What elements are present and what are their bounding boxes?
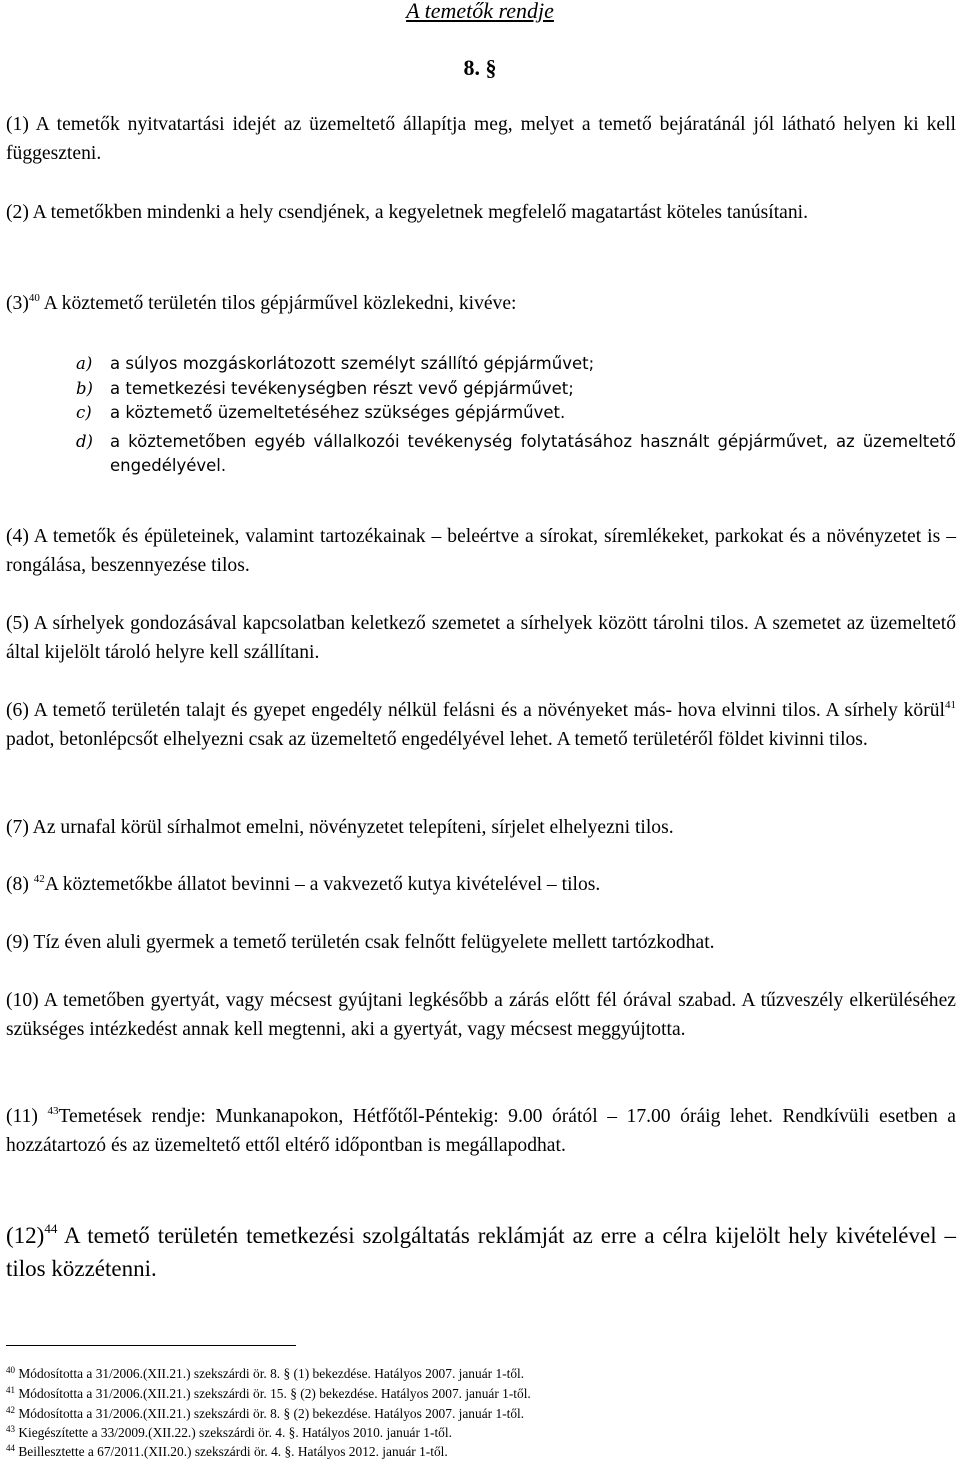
footnote-text: Beillesztette a 67/2011.(XII.20.) szekszárdi ör. 4. §. Hatályos 2012. január 1-től. xyxy=(15,1444,448,1459)
section-heading: 8. § xyxy=(463,55,497,80)
paragraph-11 xyxy=(6,1102,956,1160)
paragraph-12-text: A temető területén temetkezési szolgáltatás reklámját az erre a célra kijelölt hely kivételével – tilos közzétenni. xyxy=(6,1223,956,1281)
list-item xyxy=(76,430,956,479)
footnote-number: 40 xyxy=(6,1365,15,1375)
footnote-43 xyxy=(6,1425,956,1441)
footnote-text: Módosította a 31/2006.(XII.21.) szekszárdi ör. 15. § (2) bekezdése. Hatályos 2007. január 1-től. xyxy=(15,1386,531,1401)
footnote-ref-41[interactable]: 41 xyxy=(945,699,956,711)
list-marker: d) xyxy=(76,431,93,451)
list-marker: a) xyxy=(76,354,93,373)
list-item xyxy=(76,352,956,377)
exception-list xyxy=(76,352,956,479)
footnote-ref-43[interactable]: 43 xyxy=(47,1105,59,1117)
paragraph-9: (9) Tíz éven aluli gyermek a temető területén csak felnőtt felügyelete mellett tartózkodhat. xyxy=(6,932,715,953)
list-item xyxy=(76,377,956,402)
footnote-text: Módosította a 31/2006.(XII.21.) szekszárdi ör. 8. § (1) bekezdése. Hatályos 2007. január 1-től. xyxy=(15,1366,525,1381)
paragraph-4: (4) A temetők és épületeinek, valamint tartozékainak – beleértve a sírokat, síremlékeket, parkokat és a növényzetet is – rongálása, beszennyezése tilos. xyxy=(6,526,956,576)
paragraph-6 xyxy=(6,696,956,754)
paragraph-1: (1) A temetők nyitvatartási idejét az üzemeltető állapítja meg, melyet a temető bejáratánál jól látható helyen ki kell függeszteni. xyxy=(6,114,956,164)
footnote-separator xyxy=(6,1345,296,1346)
paragraph-8 xyxy=(6,870,956,899)
footnote-42 xyxy=(6,1406,956,1422)
paragraph-12 xyxy=(6,1219,956,1285)
list-item xyxy=(76,401,956,426)
list-item-text: a köztemető üzemeltetéséhez szükséges gépjárművet. xyxy=(110,403,566,422)
paragraph-3 xyxy=(6,289,956,318)
paragraph-5: (5) A sírhelyek gondozásával kapcsolatban keletkező szemetet a sírhelyek között tárolni tilos. A szemetet az üzemeltető által kijelölt tároló helyre kell szállítani. xyxy=(6,613,956,663)
footnote-text: Kiegészítette a 33/2009.(XII.22.) szekszárdi ör. 4. §. Hatályos 2010. január 1-től. xyxy=(15,1425,452,1440)
paragraph-6-text-a: (6) A temető területén talajt és gyepet engedély nélkül felásni és a növényeket más- hova elvinni tilos. A sírhely körül xyxy=(6,700,945,721)
paragraph-12-number: (12) xyxy=(6,1223,45,1248)
paragraph-11-number: (11) xyxy=(6,1106,48,1127)
paragraph-3-text: A köztemető területén tilos gépjárművel közlekedni, kivéve: xyxy=(39,293,517,314)
footnote-ref-42[interactable]: 42 xyxy=(33,873,45,885)
paragraph-10: (10) A temetőben gyertyát, vagy mécsest gyújtani legkésőbb a zárás előtt fél órával szabad. A tűzveszély elkerüléséhez szükséges intézkedést annak kell megtenni, aki a gyertyát, vagy mécsest meggyújtotta. xyxy=(6,990,956,1040)
paragraph-7: (7) Az urnafal körül sírhalmot emelni, növényzetet telepíteni, sírjelet elhelyezni tilos. xyxy=(6,817,674,838)
footnote-ref-40[interactable]: 40 xyxy=(28,292,40,304)
paragraph-3-number: (3) xyxy=(6,293,29,314)
footnote-number: 44 xyxy=(6,1443,15,1453)
list-marker: b) xyxy=(76,378,93,398)
footnote-text: Módosította a 31/2006.(XII.21.) szekszárdi ör. 8. § (2) bekezdése. Hatályos 2007. január 1-től. xyxy=(15,1406,525,1421)
paragraph-8-number: (8) xyxy=(6,874,34,895)
paragraph-11-text: Temetések rendje: Munkanapokon, Hétfőtől-Péntekig: 9.00 órától – 17.00 óráig lehet. Rendkívüli esetben a hozzátartozó és az üzemeltető ettől eltérő időpontban is megállapodhat. xyxy=(6,1106,956,1156)
paragraph-6-text-b: padot, betonlépcsőt elhelyezni csak az üzemeltető engedélyével lehet. A temető területéről földet kivinni tilos. xyxy=(6,729,868,750)
list-marker: c) xyxy=(76,403,92,422)
footnote-ref-44[interactable]: 44 xyxy=(44,1221,58,1236)
footnote-number: 43 xyxy=(6,1424,15,1434)
footnote-number: 42 xyxy=(6,1405,15,1415)
footnote-44 xyxy=(6,1444,956,1460)
list-item-text: a súlyos mozgáskorlátozott személyt szállító gépjárművet; xyxy=(110,354,595,373)
footnote-40 xyxy=(6,1366,956,1382)
list-item-text: a temetkezési tevékenységben részt vevő gépjárművet; xyxy=(110,378,574,398)
page-title: A temetők rendje xyxy=(406,0,554,23)
paragraph-2: (2) A temetőkben mindenki a hely csendjének, a kegyeletnek megfelelő magatartást köteles tanúsítani. xyxy=(6,202,808,223)
footnote-41 xyxy=(6,1386,956,1402)
footnote-number: 41 xyxy=(6,1385,15,1395)
list-item-text: a köztemetőben egyéb vállalkozói tevékenység folytatásához használt gépjárművet, az üzemeltető engedélyével. xyxy=(110,431,956,475)
paragraph-8-text: A köztemetőkbe állatot bevinni – a vakvezető kutya kivételével – tilos. xyxy=(44,874,601,895)
